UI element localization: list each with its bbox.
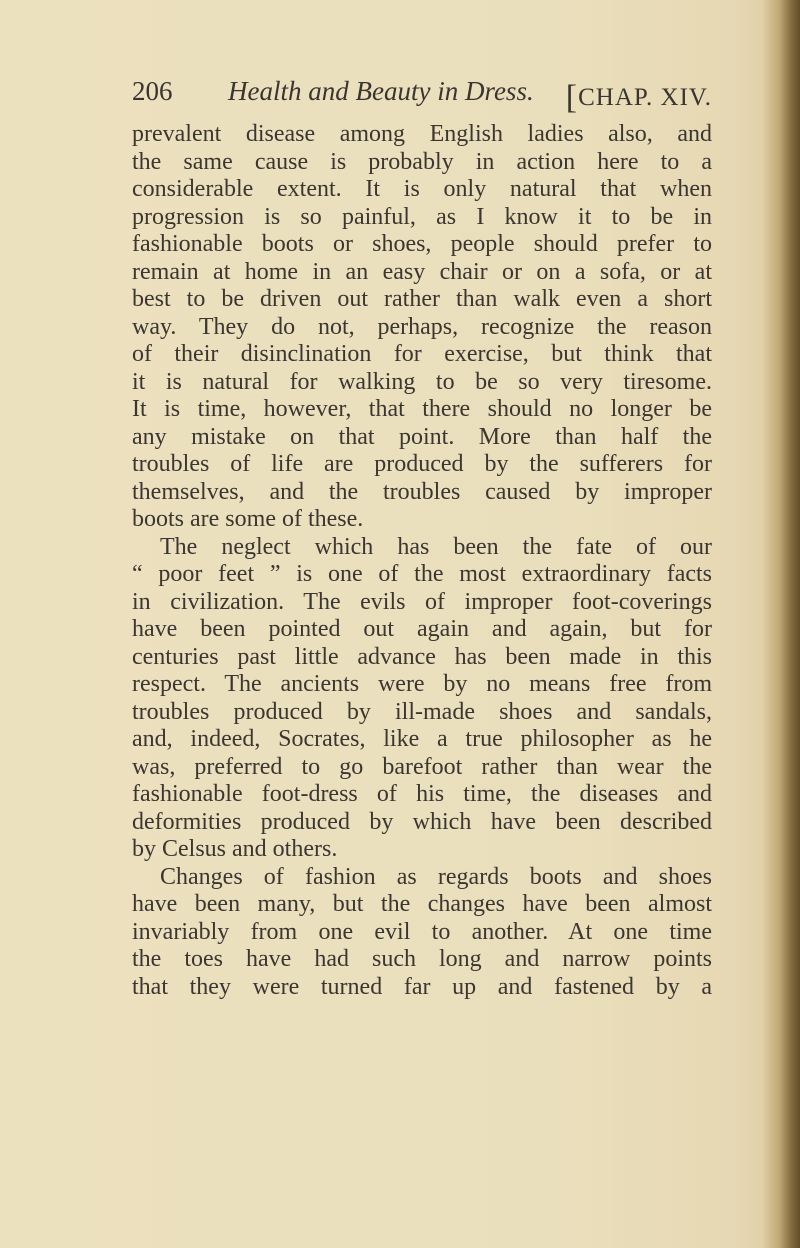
- page-header: [132, 76, 712, 116]
- text-line: deformities produced by which have been described: [132, 808, 712, 835]
- text-line: troubles of life are produced by the sufferers for: [132, 451, 712, 477]
- text-line: have been pointed out again and again, but for: [132, 616, 712, 642]
- text-line: “ poor feet ” is one of the most extraordinary facts: [132, 561, 712, 587]
- text-line: remain at home in an easy chair or on a sofa, or at: [132, 258, 712, 285]
- text-line: troubles produced by ill-made shoes and sandals,: [132, 698, 712, 725]
- body-text: [132, 121, 712, 1001]
- text-line: the same cause is probably in action here to a: [132, 148, 712, 175]
- text-line: have been many, but the changes have been almost: [132, 891, 712, 917]
- text-line: The neglect which has been the fate of our: [160, 533, 712, 560]
- text-line: prevalent disease among English ladies also, and: [132, 121, 712, 147]
- text-line: themselves, and the troubles caused by improper: [132, 478, 712, 505]
- text-line: Changes of fashion as regards boots and shoes: [160, 863, 712, 890]
- text-line: the toes have had such long and narrow points: [132, 946, 712, 972]
- text-line: boots are some of these.: [132, 506, 364, 532]
- text-line: and, indeed, Socrates, like a true philosopher as he: [132, 726, 712, 752]
- page-number: 206: [132, 76, 173, 106]
- text-line: progression is so painful, as I know it to be in: [132, 203, 712, 230]
- text-line: respect. The ancients were by no means free from: [132, 671, 712, 697]
- text-line: invariably from one evil to another. At one time: [132, 918, 712, 945]
- text-line: fashionable foot-dress of his time, the diseases and: [132, 781, 712, 807]
- text-line: of their disinclination for exercise, but think that: [132, 341, 712, 367]
- running-title: Health and Beauty in Dress.: [228, 76, 534, 106]
- chapter-bracket: [: [565, 79, 579, 116]
- text-line: centuries past little advance has been made in this: [132, 643, 712, 670]
- chapter-text: CHAP. XIV.: [578, 84, 712, 111]
- chapter-label: [566, 76, 712, 114]
- text-line: in civilization. The evils of improper foot-coverings: [132, 588, 712, 615]
- text-line: fashionable boots or shoes, people should prefer to: [132, 231, 712, 257]
- text-line: It is time, however, that there should no longer be: [132, 396, 712, 422]
- text-line: was, preferred to go barefoot rather than wear the: [132, 753, 712, 780]
- text-line: considerable extent. It is only natural that when: [132, 176, 712, 202]
- text-line: by Celsus and others.: [132, 836, 338, 862]
- text-line: it is natural for walking to be so very tiresome.: [132, 368, 712, 395]
- text-line: any mistake on that point. More than half the: [132, 423, 712, 450]
- text-line: way. They do not, perhaps, recognize the reason: [132, 313, 712, 340]
- text-line: best to be driven out rather than walk even a short: [132, 286, 712, 312]
- text-line: that they were turned far up and fastened by a: [132, 973, 712, 1000]
- page-edge-shadow: [762, 0, 800, 1248]
